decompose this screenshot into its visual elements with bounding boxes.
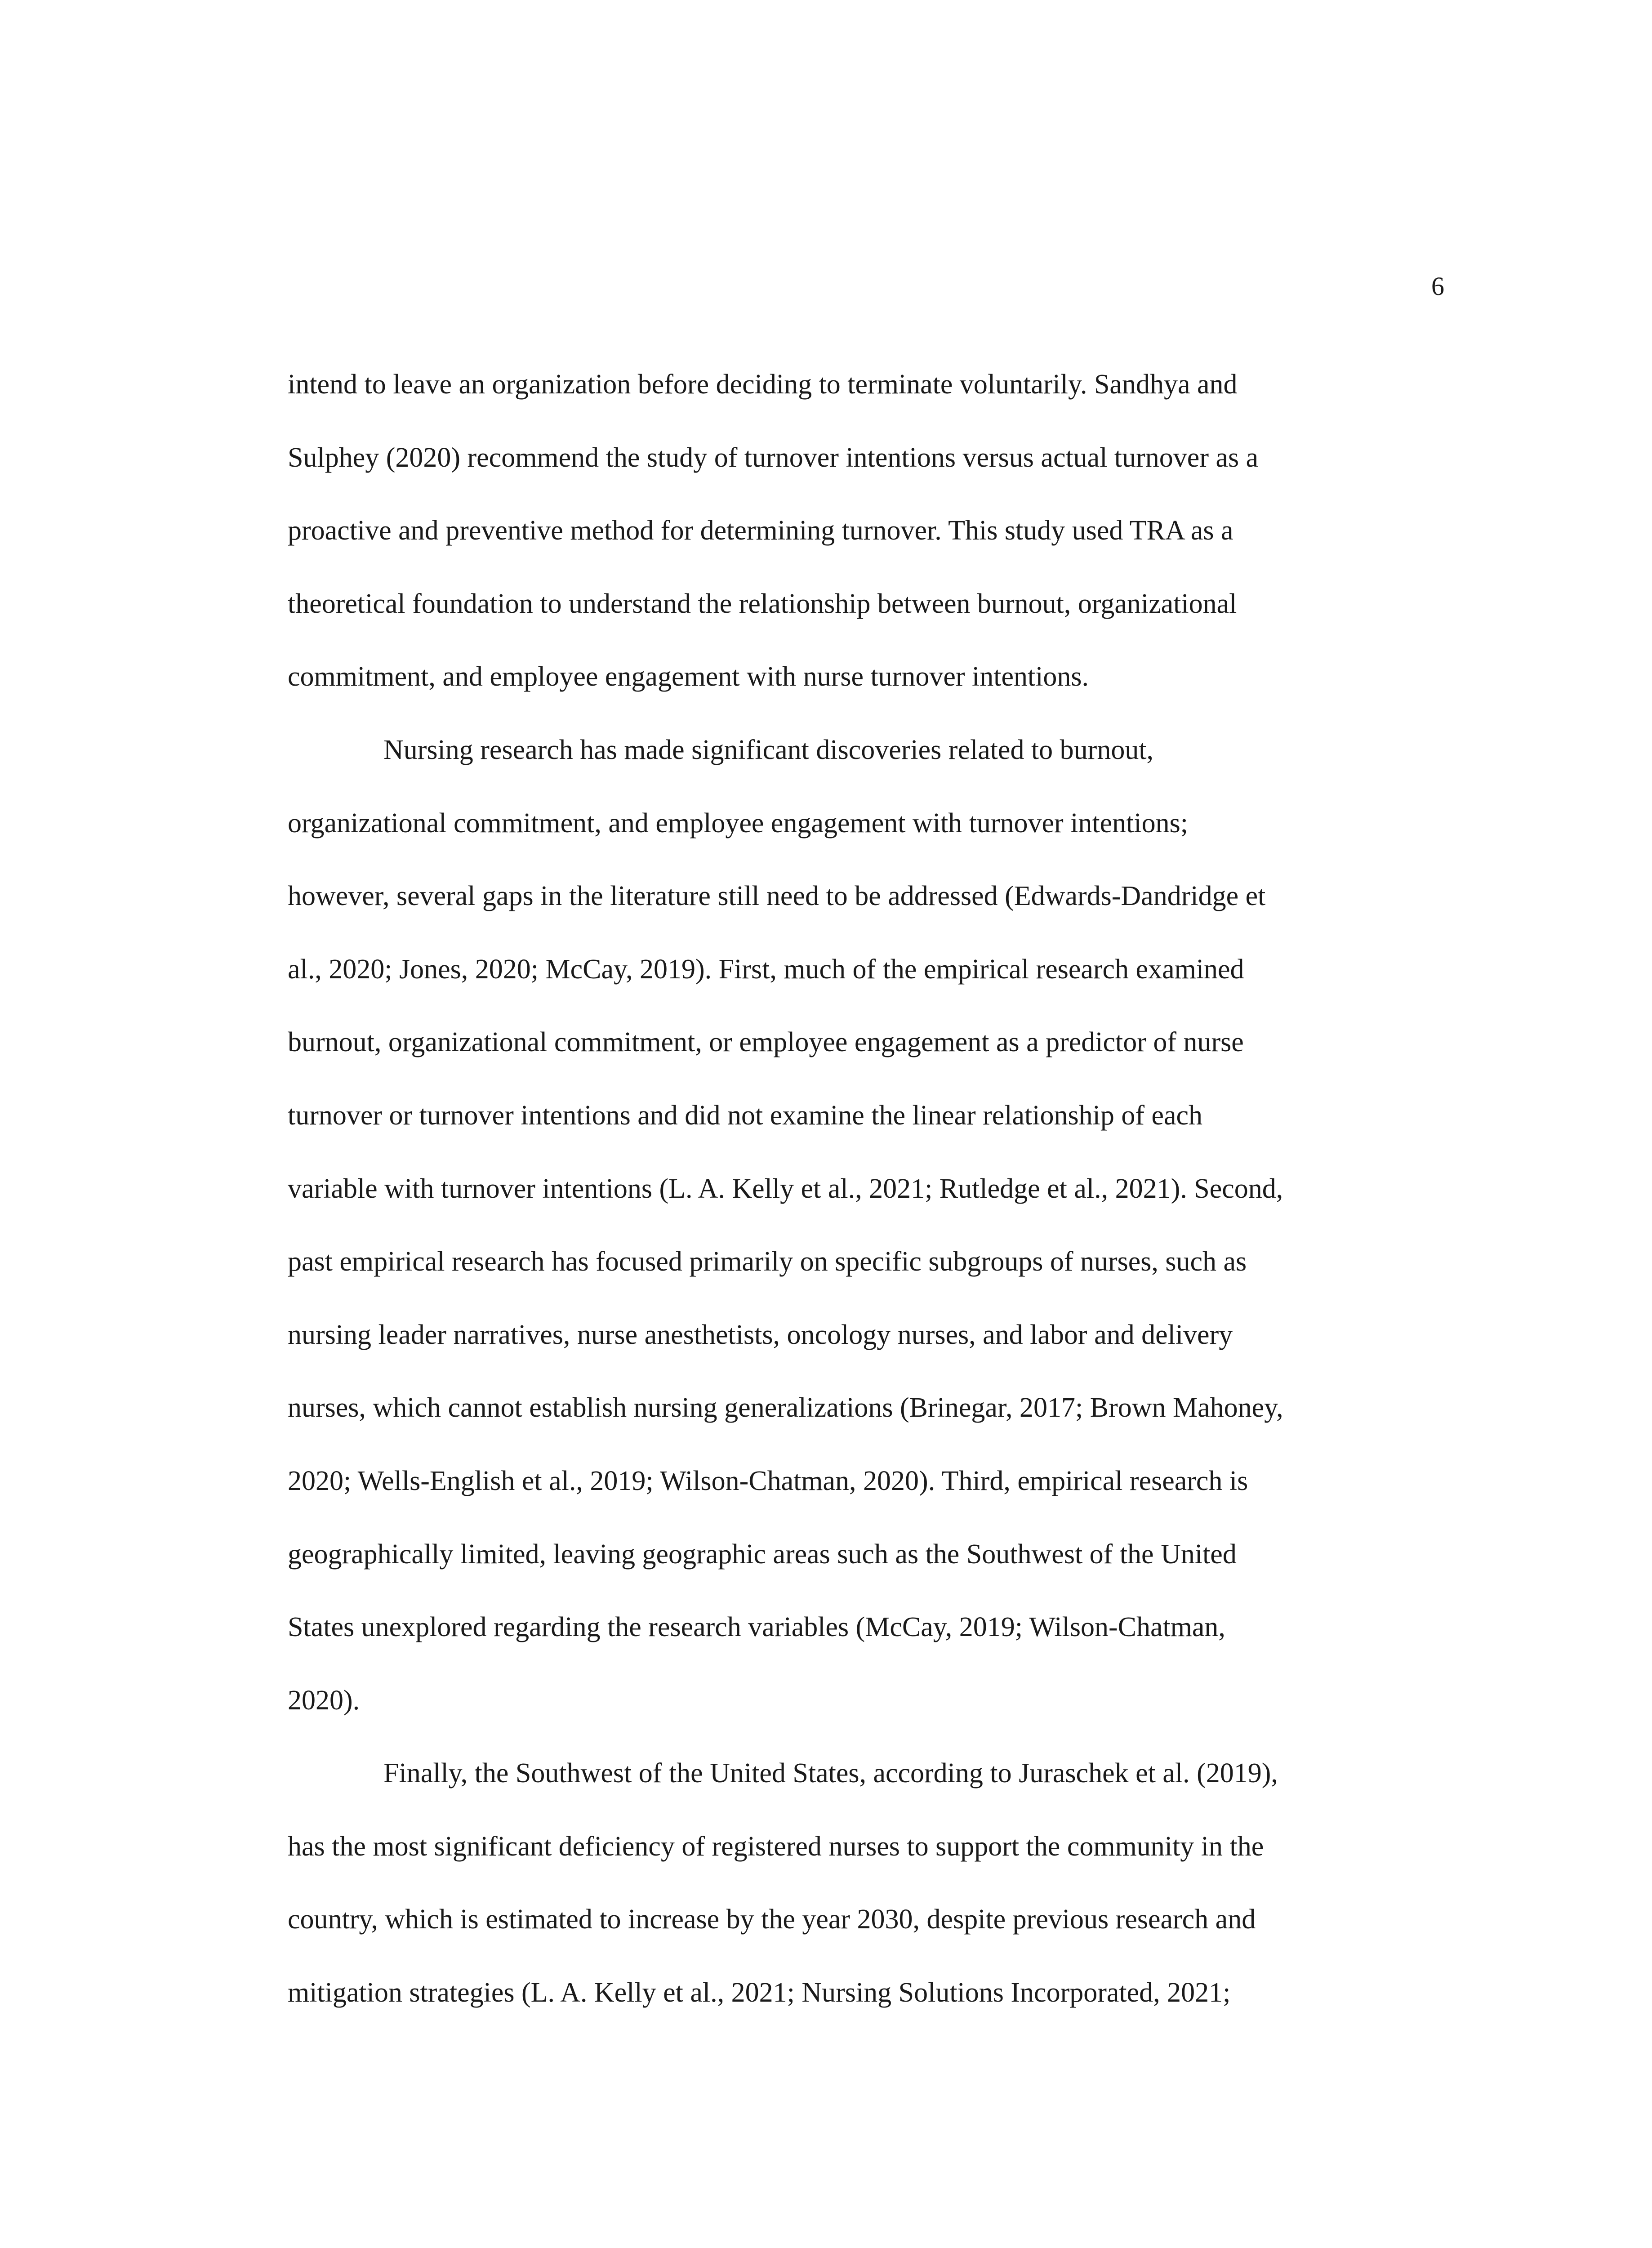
text-line: nurses, which cannot establish nursing generalizations (Brinegar, 2017; Brown Mahoney, [288, 1392, 1283, 1423]
text-line: theoretical foundation to understand the relationship between burnout, organizational [288, 588, 1237, 619]
text-line: Nursing research has made significant discoveries related to burnout, [383, 734, 1154, 765]
text-line: al., 2020; Jones, 2020; McCay, 2019). First, much of the empirical research examined [288, 954, 1244, 985]
text-line: turnover or turnover intentions and did not examine the linear relationship of each [288, 1100, 1203, 1131]
paragraph [288, 360, 1434, 725]
text-line: Finally, the Southwest of the United States, according to Juraschek et al. (2019), [383, 1758, 1278, 1789]
text-line: commitment, and employee engagement with nurse turnover intentions. [288, 661, 1089, 692]
text-line: organizational commitment, and employee engagement with turnover intentions; [288, 807, 1188, 839]
text-line: past empirical research has focused primarily on specific subgroups of nurses, such as [288, 1246, 1247, 1277]
text-line: 2020; Wells-English et al., 2019; Wilson-Chatman, 2020). Third, empirical research is [288, 1465, 1248, 1496]
text-line: Sulphey (2020) recommend the study of turnover intentions versus actual turnover as a [288, 442, 1259, 473]
text-line: has the most significant deficiency of registered nurses to support the community in the [288, 1831, 1264, 1862]
text-line: geographically limited, leaving geographic areas such as the Southwest of the United [288, 1539, 1237, 1570]
text-line: States unexplored regarding the research variables (McCay, 2019; Wilson-Chatman, [288, 1612, 1225, 1643]
document-body [288, 360, 1434, 2041]
paragraph [288, 725, 1434, 1748]
text-line: mitigation strategies (L. A. Kelly et al., 2021; Nursing Solutions Incorporated, 2021; [288, 1977, 1231, 2008]
text-line: burnout, organizational commitment, or employee engagement as a predictor of nurse [288, 1027, 1244, 1058]
text-line: nursing leader narratives, nurse anesthetists, oncology nurses, and labor and delivery [288, 1319, 1233, 1350]
text-line: proactive and preventive method for determining turnover. This study used TRA as a [288, 515, 1233, 546]
page-number: 6 [1431, 272, 1444, 301]
text-line: country, which is estimated to increase by the year 2030, despite previous research and [288, 1904, 1256, 1935]
text-line: 2020). [288, 1685, 360, 1716]
paragraph [288, 1748, 1434, 2041]
text-line: variable with turnover intentions (L. A. Kelly et al., 2021; Rutledge et al., 2021). Second, [288, 1173, 1283, 1204]
text-line: intend to leave an organization before deciding to terminate voluntarily. Sandhya and [288, 369, 1238, 400]
text-line: however, several gaps in the literature still need to be addressed (Edwards-Dandridge et [288, 881, 1266, 912]
